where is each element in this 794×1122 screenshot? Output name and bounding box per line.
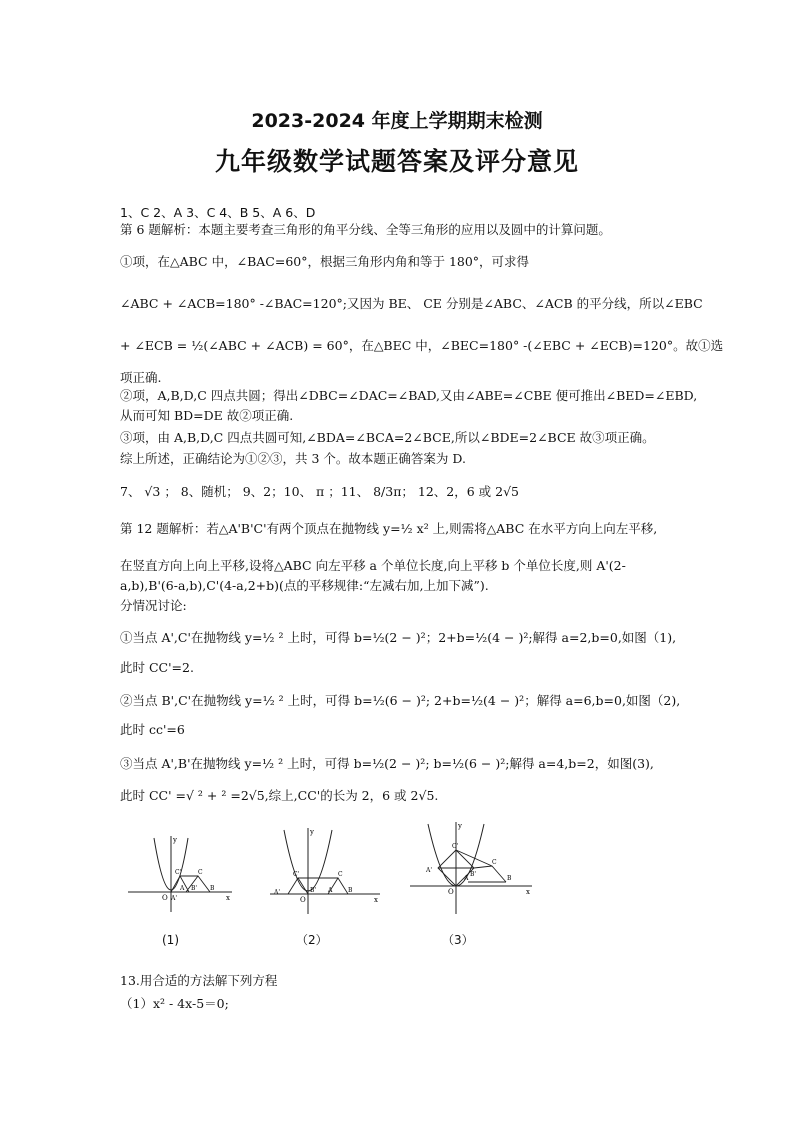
figure-3-label: B'	[470, 871, 477, 878]
figure-1-label: A'	[171, 895, 177, 902]
answer-line-3: ①项，在△ABC 中，∠BAC=60°，根据三角形内角和等于 180°，可求得	[120, 254, 530, 269]
figure-2-label: x	[374, 896, 378, 904]
answer-line-4: ∠ABC + ∠ACB=180° -∠BAC=120°;又因为 BE、 CE 分别是∠ABC、∠ACB 的平分线，所以∠EBC	[120, 296, 703, 311]
figure-3-label: B	[507, 875, 512, 882]
figure-3-label: A'	[426, 867, 432, 874]
answer-line-23: （1）x² - 4x-5＝0;	[120, 996, 229, 1011]
answer-line-8: 从而可知 BD=DE 故②项正确.	[120, 408, 294, 423]
figure-1-label: A	[180, 885, 185, 892]
figure-1-label: O	[162, 894, 168, 902]
answer-line-12: 第 12 题解析：若△A'B'C'有两个顶点在抛物线 y=½ x² 上,则需将△ABC 在水平方向上向左平移,	[120, 521, 658, 536]
answer-line-6: 项正确.	[120, 370, 162, 385]
figure-1-label: B	[210, 885, 215, 892]
figure-1-label: B'	[191, 885, 198, 892]
answer-line-20: ③当点 A',B'在抛物线 y=½ ² 上时，可得 b=½(2 − )²; b=½(6 − )²;解得 a=4,b=2，如图(3),	[120, 756, 654, 771]
answer-line-5: + ∠ECB = ½(∠ABC + ∠ACB) = 60°，在△BEC 中，∠BEC=180° -(∠EBC + ∠ECB)=120°。故①选	[120, 338, 724, 353]
figure-2-label: B'	[310, 887, 317, 894]
figure-3-label: x	[526, 888, 530, 896]
answer-line-9: ③项，由 A,B,D,C 四点共圆可知,∠BDA=∠BCA=2∠BCE,所以∠BDE=2∠BCE 故③项正确。	[120, 430, 655, 445]
figure-1-label: y	[173, 836, 177, 844]
answer-line-19: 此时 cc'=6	[120, 722, 185, 737]
figure-2-label: C'	[293, 871, 300, 878]
answer-line-7: ②项，A,B,D,C 四点共圆；得出∠DBC=∠DAC=∠BAD,又由∠ABE=∠CBE 便可推出∠BED=∠EBD,	[120, 388, 698, 403]
figure-3-diagram	[408, 820, 536, 916]
figure-2-label: A'	[274, 889, 280, 896]
figure-1-label: C'	[175, 869, 182, 876]
figure-2-label: y	[310, 828, 314, 836]
figure-3-label: O	[448, 888, 454, 896]
figure-1-caption: (1)	[162, 933, 179, 947]
exam-subtitle: 九年级数学试题答案及评分意见	[214, 147, 579, 176]
answer-line-2: 第 6 题解析：本题主要考查三角形的角平分线、全等三角形的应用以及圆中的计算问题。	[120, 222, 611, 237]
answer-line-10: 综上所述，正确结论为①②③，共 3 个。故本题正确答案为 D.	[120, 451, 466, 466]
figure-2-label: A	[328, 887, 333, 894]
figure-1-label: x	[226, 894, 230, 902]
figure-3-label: y	[458, 822, 462, 830]
figure-1-label: C	[198, 869, 203, 876]
figure-2-label: O	[300, 896, 306, 904]
answer-line-1: 1、C 2、A 3、C 4、B 5、A 6、D	[120, 205, 316, 220]
figure-3-caption: （3）	[442, 933, 474, 947]
figure-2-label: B	[348, 887, 353, 894]
figure-3-label: A	[464, 875, 469, 882]
answer-line-16: ①当点 A',C'在抛物线 y=½ ² 上时，可得 b=½(2 − )²；2+b=½(4 − )²;解得 a=2,b=0,如图（1),	[120, 630, 677, 645]
answer-line-21: 此时 CC' =√ ² + ² =2√5,综上,CC'的长为 2，6 或 2√5.	[120, 788, 439, 803]
figure-2-caption: （2）	[296, 933, 328, 947]
answer-line-22: 13.用合适的方法解下列方程	[120, 973, 278, 988]
figure-2-diagram	[268, 826, 384, 916]
answer-line-15: 分情况讨论:	[120, 598, 187, 613]
figure-3-label: C'	[452, 843, 459, 850]
answer-line-13: 在竖直方向上向上平移,设将△ABC 向左平移 a 个单位长度,向上平移 b 个单位长度,则 A'(2-	[120, 558, 626, 573]
answer-line-11: 7、 √3 ； 8、随机； 9、2；10、 π ；11、 8/3π； 12、2，6 或 2√5	[120, 484, 520, 499]
figure-3-label: C	[492, 859, 497, 866]
answer-line-18: ②当点 B',C'在抛物线 y=½ ² 上时，可得 b=½(6 − )²; 2+b=½(4 − )²；解得 a=6,b=0,如图（2),	[120, 693, 681, 708]
exam-title: 2023-2024 年度上学期期末检测	[251, 110, 543, 132]
answer-line-17: 此时 CC'=2.	[120, 660, 194, 675]
figure-1-diagram	[126, 834, 236, 914]
answer-line-14: a,b),B'(6-a,b),C'(4-a,2+b)(点的平移规律:“左减右加,上加下减”).	[120, 578, 489, 593]
figure-2-label: C	[338, 871, 343, 878]
